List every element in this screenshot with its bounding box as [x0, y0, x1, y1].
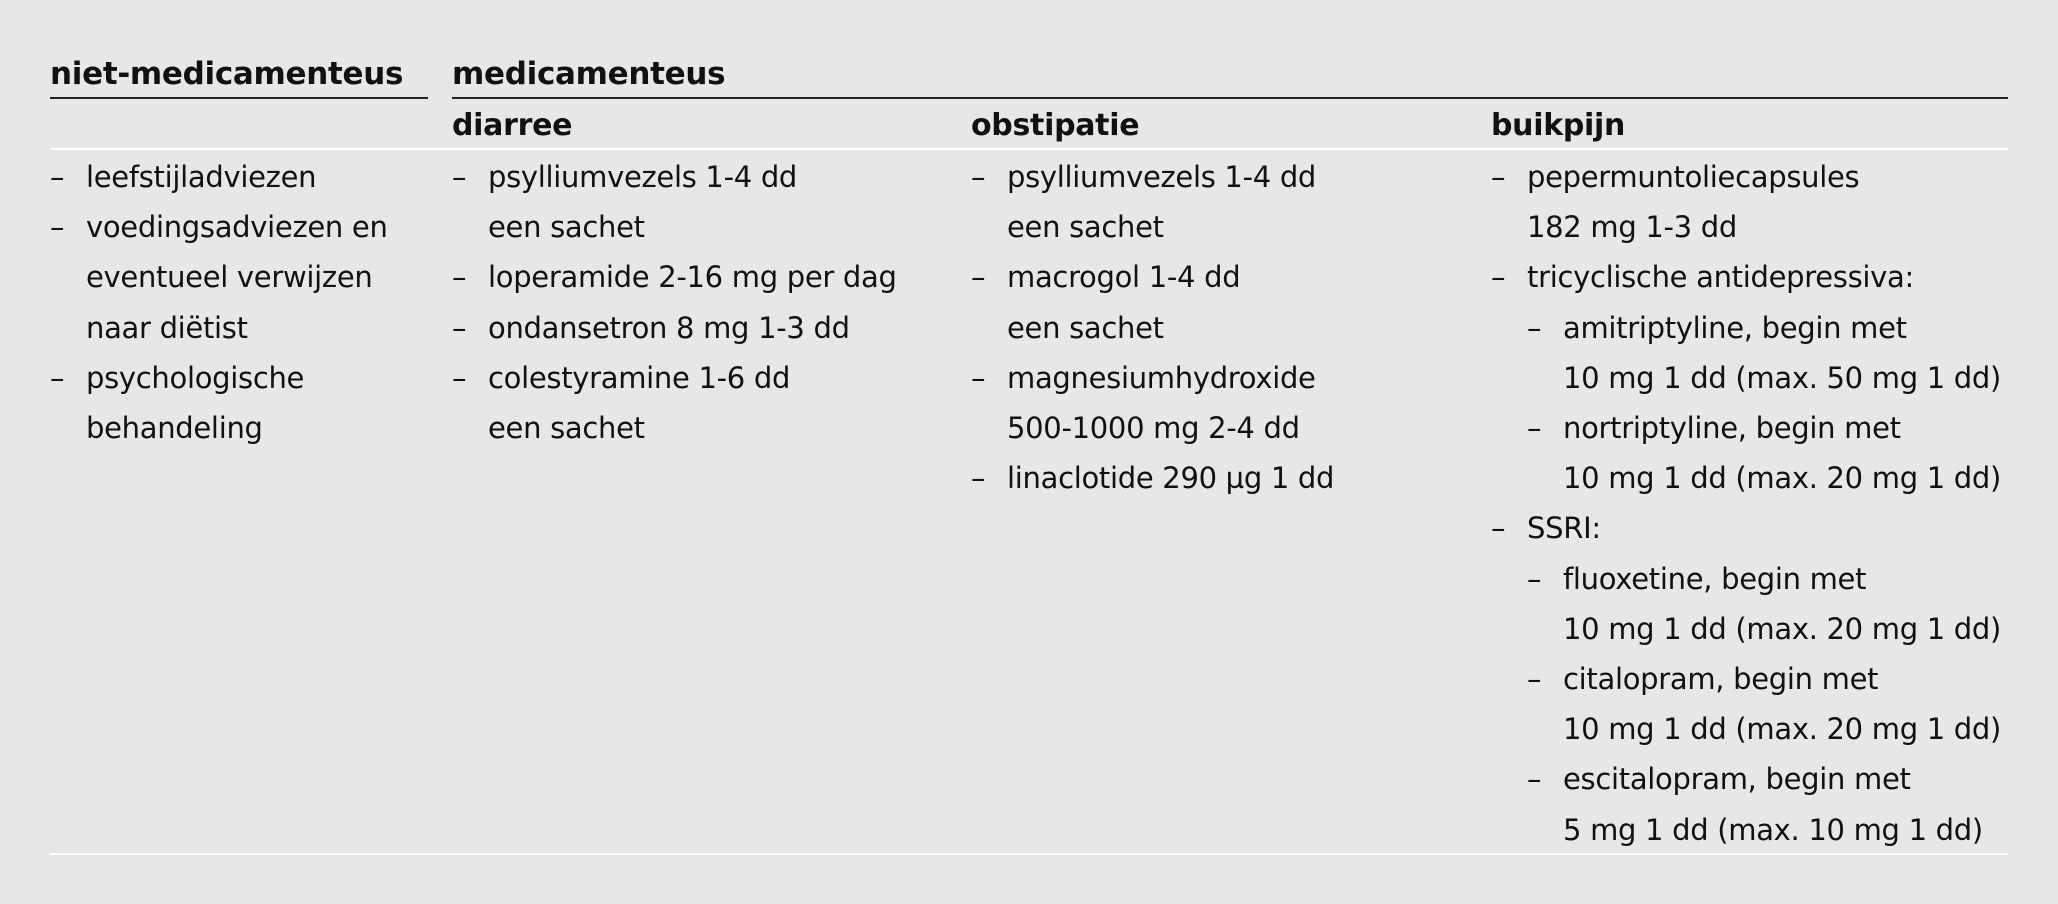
sublist-item: [1527, 654, 2001, 754]
list-item: [1491, 252, 2001, 503]
dash: –: [452, 160, 467, 194]
list-item: [1491, 152, 2001, 252]
header-non-medication: niet-medicamenteus: [50, 56, 404, 92]
list-item: [50, 202, 388, 353]
list-item: [452, 252, 897, 302]
column-non-medication: [50, 152, 388, 453]
dash: –: [50, 160, 65, 194]
dash: –: [452, 360, 467, 395]
dash: –: [1527, 762, 1542, 797]
list-item: [971, 453, 1334, 503]
item-line: een sachet: [488, 411, 645, 446]
item-line: SSRI:: [1527, 511, 1601, 546]
sublist-item: [1527, 554, 2001, 654]
subheader-buikpijn: buikpijn: [1491, 108, 1626, 143]
column-diarree: [452, 152, 897, 453]
item-line: 10 mg 1 dd (max. 20 mg 1 dd): [1563, 611, 2002, 646]
item-line: voedingsadviezen en: [86, 210, 388, 245]
item-line: een sachet: [488, 210, 645, 245]
item-line: behandeling: [86, 411, 263, 446]
sublist-item: [1527, 303, 2001, 403]
list-item: [452, 353, 897, 453]
item-line: leefstijladviezen: [86, 160, 317, 194]
dash: –: [1491, 511, 1506, 546]
item-line: naar diëtist: [86, 310, 248, 345]
item-line: een sachet: [1007, 310, 1164, 345]
item-line: 10 mg 1 dd (max. 20 mg 1 dd): [1563, 712, 2002, 747]
list-item: [50, 152, 388, 202]
dash: –: [1527, 411, 1542, 446]
dash: –: [1491, 160, 1506, 194]
item-line: loperamide 2-16 mg per dag: [488, 260, 897, 295]
item-line: psylliumvezels 1-4 dd: [1007, 160, 1317, 194]
dash: –: [971, 260, 986, 295]
list-item: [971, 252, 1334, 352]
item-line: eventueel verwijzen: [86, 260, 373, 295]
item-line: 5 mg 1 dd (max. 10 mg 1 dd): [1563, 812, 1983, 847]
item-line: 500-1000 mg 2-4 dd: [1007, 411, 1300, 446]
sublist-item: [1527, 403, 2001, 503]
item-line: 10 mg 1 dd (max. 20 mg 1 dd): [1563, 461, 2002, 496]
header-rule-non-med: [50, 97, 428, 99]
dash: –: [452, 310, 467, 345]
dash: –: [971, 360, 986, 395]
subheader-rule: [50, 148, 2008, 150]
item-line: tricyclische antidepressiva:: [1527, 260, 1914, 295]
item-line: linaclotide 290 µg 1 dd: [1007, 461, 1335, 496]
header-rule-med: [452, 97, 2008, 99]
sublist-item: [1527, 754, 2001, 854]
item-line: pepermuntoliecapsules: [1527, 160, 1860, 194]
item-line: macrogol 1-4 dd: [1007, 260, 1241, 295]
list-item: [452, 152, 897, 252]
item-line: fluoxetine, begin met: [1563, 561, 1867, 596]
item-line: citalopram, begin met: [1563, 662, 1879, 697]
bottom-rule: [50, 853, 2008, 855]
dash: –: [971, 160, 986, 194]
dash: –: [1491, 260, 1506, 295]
header-medication: medicamenteus: [452, 56, 726, 92]
item-line: psychologische: [86, 360, 305, 395]
dash: –: [1527, 662, 1542, 697]
item-line: amitriptyline, begin met: [1563, 310, 1907, 345]
column-obstipatie: [971, 152, 1334, 503]
dash: –: [452, 260, 467, 295]
list-item: [1491, 503, 2001, 854]
dash: –: [1527, 561, 1542, 596]
item-line: 182 mg 1-3 dd: [1527, 210, 1737, 245]
dash: –: [1527, 310, 1542, 345]
subheader-obstipatie: obstipatie: [971, 108, 1140, 143]
item-line: een sachet: [1007, 210, 1164, 245]
list-item: [50, 353, 388, 453]
item-line: nortriptyline, begin met: [1563, 411, 1901, 446]
item-line: 10 mg 1 dd (max. 50 mg 1 dd): [1563, 360, 2002, 395]
item-line: magnesiumhydroxide: [1007, 360, 1316, 395]
item-line: psylliumvezels 1-4 dd: [488, 160, 798, 194]
column-buikpijn: [1491, 152, 2001, 855]
item-line: escitalopram, begin met: [1563, 762, 1911, 797]
list-item: [971, 353, 1334, 453]
list-item: [971, 152, 1334, 252]
sublist-tca: [1527, 303, 2001, 504]
item-line: ondansetron 8 mg 1-3 dd: [488, 310, 850, 345]
dash: –: [50, 360, 65, 395]
subheader-diarree: diarree: [452, 108, 573, 143]
sublist-ssri: [1527, 554, 2001, 855]
dash: –: [971, 461, 986, 496]
dash: –: [50, 210, 65, 245]
list-item: [452, 303, 897, 353]
item-line: colestyramine 1-6 dd: [488, 360, 791, 395]
